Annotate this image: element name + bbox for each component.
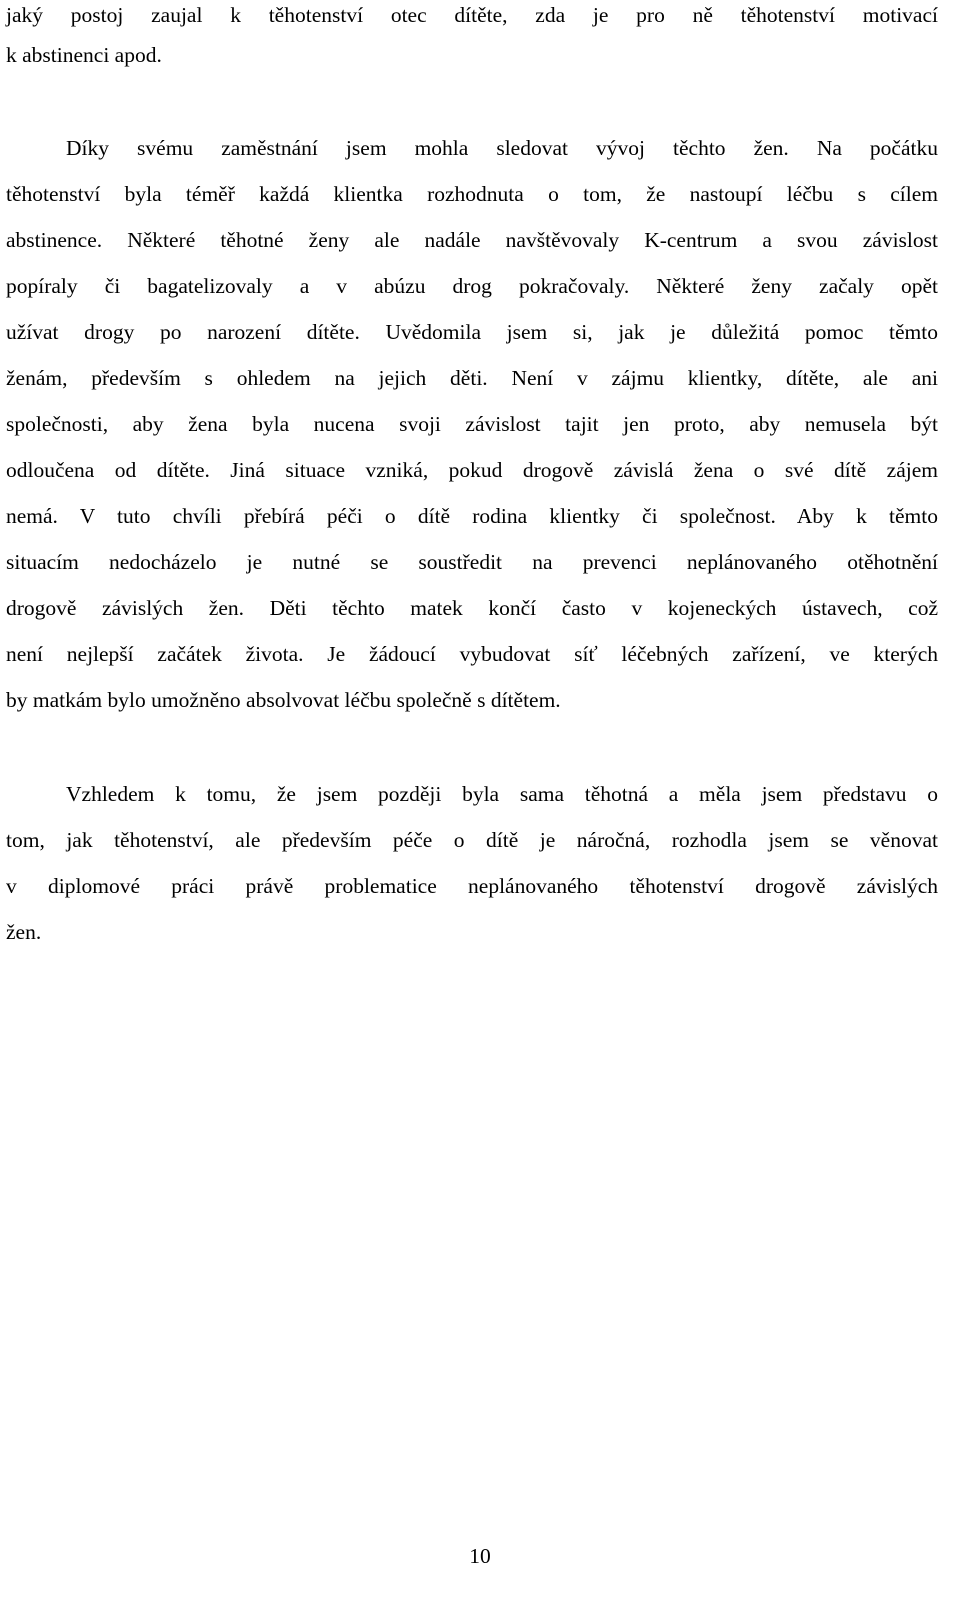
paragraph-2-line-9: nemá. V tuto chvíli přebírá péči o dítě rodina klientky či společnost. Aby k těmto <box>6 504 938 528</box>
paragraph-3-line-4: žen. <box>6 920 42 944</box>
paragraph-3-line-1: Vzhledem k tomu, že jsem později byla sama těhotná a měla jsem představu o <box>66 782 938 806</box>
paragraph-1-line-1: jaký postoj zaujal k těhotenství otec dítěte, zda je pro ně těhotenství motivací <box>6 3 938 27</box>
paragraph-2-line-10: situacím nedocházelo je nutné se soustředit na prevenci neplánovaného otěhotnění <box>6 550 938 574</box>
paragraph-2-line-2: těhotenství byla téměř každá klientka rozhodnuta o tom, že nastoupí léčbu s cílem <box>6 182 938 206</box>
paragraph-2-line-3: abstinence. Některé těhotné ženy ale nadále navštěvovaly K-centrum a svou závislost <box>6 228 938 252</box>
page-number: 10 <box>469 1544 491 1568</box>
paragraph-3-line-2: tom, jak těhotenství, ale především péče o dítě je náročná, rozhodla jsem se věnovat <box>6 828 938 852</box>
paragraph-2-line-11: drogově závislých žen. Děti těchto matek končí často v kojeneckých ústavech, což <box>6 596 938 620</box>
paragraph-2-line-7: společnosti, aby žena byla nucena svoji závislost tajit jen proto, aby nemusela být <box>6 412 938 436</box>
paragraph-2-line-1: Díky svému zaměstnání jsem mohla sledovat vývoj těchto žen. Na počátku <box>66 136 938 160</box>
paragraph-2-line-8: odloučena od dítěte. Jiná situace vzniká, pokud drogově závislá žena o své dítě zájem <box>6 458 938 482</box>
paragraph-2-line-4: popíraly či bagatelizovaly a v abúzu drog pokračovaly. Některé ženy začaly opět <box>6 274 938 298</box>
paragraph-2-line-13: by matkám bylo umožněno absolvovat léčbu společně s dítětem. <box>6 688 561 712</box>
paragraph-2-line-6: ženám, především s ohledem na jejich děti. Není v zájmu klientky, dítěte, ale ani <box>6 366 938 390</box>
paragraph-2-line-12: není nejlepší začátek života. Je žádoucí vybudovat síť léčebných zařízení, ve kterých <box>6 642 938 666</box>
paragraph-3-line-3: v diplomové práci právě problematice neplánovaného těhotenství drogově závislých <box>6 874 938 898</box>
paragraph-2-line-5: užívat drogy po narození dítěte. Uvědomila jsem si, jak je důležitá pomoc těmto <box>6 320 938 344</box>
paragraph-1-line-2: k abstinenci apod. <box>6 43 162 67</box>
